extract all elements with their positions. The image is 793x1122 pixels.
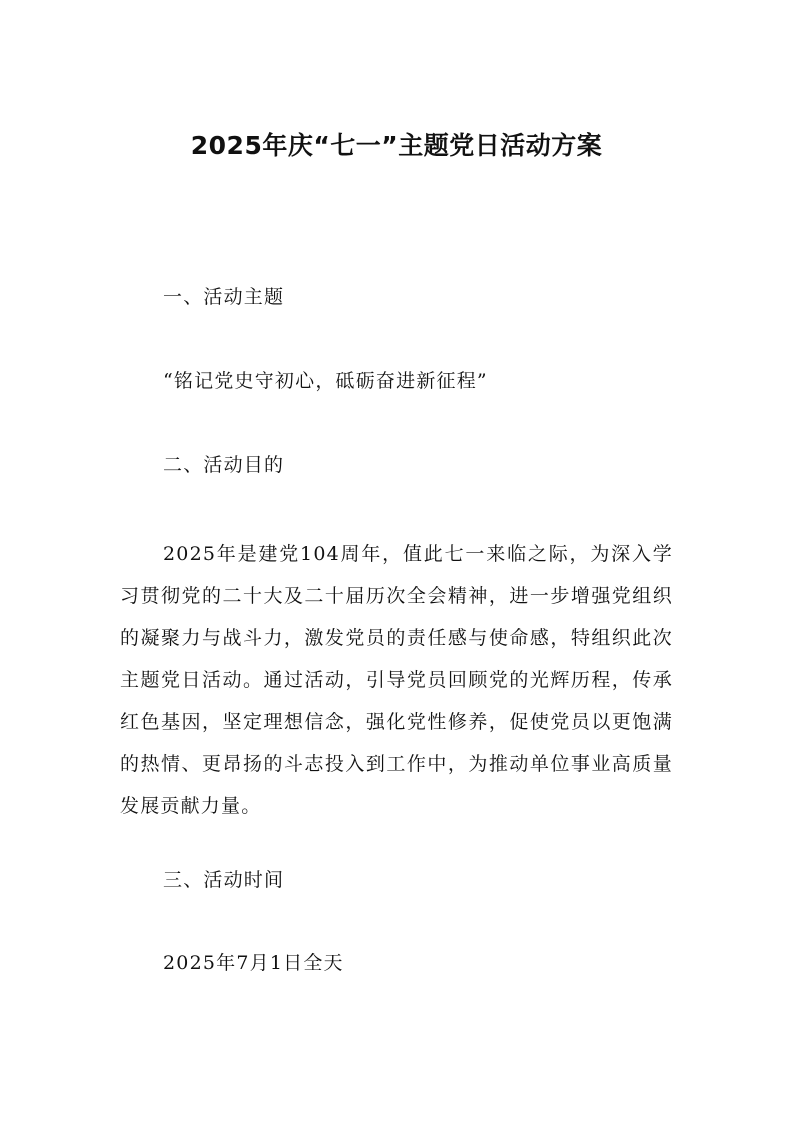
- section-heading-time: 三、活动时间: [163, 869, 285, 891]
- section-heading-theme: 一、活动主题: [163, 286, 285, 308]
- activity-purpose-paragraph: 2025年是建党104周年，值此七一来临之际，为深入学习贯彻党的二十大及二十届历次全会精神，进一步增强党组织的凝聚力与战斗力，激发党员的责任感与使命感，特组织此次主题党日活动。通过活动，引导党员回顾党的光辉历程，传承红色基因，坚定理想信念，强化党性修养，促使党员以更饱满的热情、更昂扬的斗志投入到工作中，为推动单位事业高质量发展贡献力量。: [120, 543, 673, 817]
- section-heading-purpose: 二、活动目的: [163, 454, 285, 476]
- document-title: 2025年庆“七一”主题党日活动方案: [190, 131, 603, 160]
- activity-theme-text: “铭记党史守初心，砥砺奋进新征程”: [163, 370, 488, 392]
- activity-time-text: 2025年7月1日全天: [163, 952, 344, 974]
